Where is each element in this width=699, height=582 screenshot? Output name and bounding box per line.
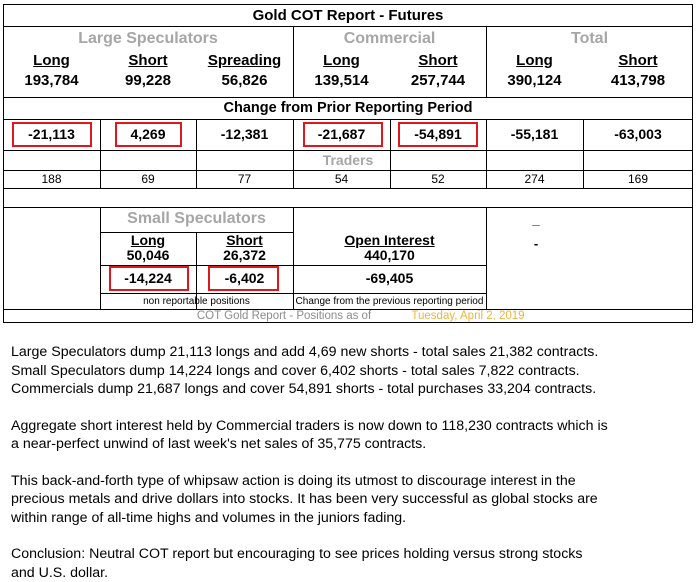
traders-title: Traders: [322, 152, 374, 168]
footer-date: Tuesday, April 2, 2019: [411, 310, 525, 322]
footer-label: COT Gold Report - Positions as of: [196, 310, 372, 322]
text-line: Conclusion: Neutral COT report but encouraging to see prices holding versus strong stocks: [11, 546, 583, 562]
large-spreading-change: -12,381: [220, 126, 269, 142]
small-short-change: -6,402: [224, 270, 265, 286]
traders-large-long: 188: [41, 172, 62, 186]
text-line: a near-perfect unwind of last week's net sales of 35,775 contracts.: [11, 436, 427, 452]
text-line: and U.S. dollar.: [11, 564, 109, 581]
divider: [3, 207, 693, 208]
small-long-value: 50,046: [126, 247, 170, 263]
large-short-change: 4,269: [130, 126, 166, 142]
traders-comm-long: 54: [334, 172, 349, 186]
divider: [3, 97, 693, 98]
divider: [3, 170, 693, 171]
text-line: This back-and-forth type of whipsaw action is doing its utmost to discourage interest in the: [11, 472, 576, 489]
divider: [3, 188, 693, 189]
small-spec-note: non reportable positions: [143, 296, 250, 307]
paragraph-conclusion: [11, 545, 691, 582]
divider: [100, 293, 486, 294]
small-short-header: Short: [226, 232, 263, 248]
comm-short-change: -54,891: [414, 126, 462, 142]
paragraph-short-interest: [11, 417, 691, 454]
col-large-spreading: Spreading: [207, 52, 282, 69]
large-spreading-value: 56,826: [221, 72, 268, 89]
group-large-speculators: Large Speculators: [78, 30, 218, 47]
comm-long-change: -21,687: [317, 126, 366, 142]
summary-paragraph: [11, 343, 691, 399]
paragraph-whipsaw: [11, 472, 691, 528]
cot-report-table: [3, 4, 693, 323]
summary-line: Commercials dump 21,687 longs and cover 54,891 shorts - total purchases 33,204 contracts.: [11, 381, 597, 397]
summary-line: Small Speculators dump 14,224 longs and cover 6,402 shorts - total sales 7,822 contracts.: [11, 362, 580, 379]
open-interest-note: Change from the previous reporting period: [295, 296, 484, 307]
highlight-box: [303, 122, 383, 147]
highlight-box: [109, 266, 189, 291]
comm-short-value: 257,744: [410, 72, 466, 89]
col-comm-short: Short: [418, 52, 458, 69]
small-long-header: Long: [130, 232, 166, 248]
highlight-box: [115, 122, 182, 147]
traders-large-short: 69: [141, 172, 155, 186]
large-long-change: -21,113: [28, 126, 75, 142]
open-interest-header: Open Interest: [344, 232, 435, 248]
divider: [3, 26, 693, 27]
group-commercial: Commercial: [343, 30, 436, 47]
total-long-change: -55,181: [510, 126, 559, 142]
text-line: Aggregate short interest held by Commercial traders is now down to 118,230 contracts which is: [11, 417, 608, 434]
large-long-value: 193,784: [24, 72, 79, 89]
text-line: precious metals and drive dollars into stocks. It has been very successful as global stocks are: [11, 491, 598, 507]
total-short-value: 413,798: [610, 72, 666, 89]
total-short-change: -63,003: [614, 126, 662, 142]
group-small-speculators: Small Speculators: [127, 210, 266, 227]
total-long-value: 390,124: [507, 72, 562, 89]
report-title: Gold COT Report - Futures: [252, 7, 444, 24]
small-short-value: 26,372: [223, 247, 266, 263]
open-interest-value: 440,170: [364, 247, 415, 263]
dash-mark: _: [532, 212, 540, 227]
col-comm-long: Long: [323, 52, 360, 69]
col-total-short: Short: [618, 52, 658, 69]
col-large-long: Long: [33, 52, 70, 69]
traders-large-spreading: 77: [237, 172, 252, 186]
divider: [3, 119, 693, 120]
group-total: Total: [570, 30, 609, 47]
traders-total-short: 169: [627, 172, 649, 186]
comm-long-value: 139,514: [314, 72, 369, 89]
divider: [3, 150, 693, 151]
col-total-long: Long: [516, 52, 553, 69]
small-long-change: -14,224: [124, 270, 172, 286]
commentary: [11, 343, 691, 582]
change-section-title: Change from Prior Reporting Period: [223, 100, 473, 116]
highlight-box: [12, 122, 92, 147]
traders-total-long: 274: [524, 172, 545, 186]
col-large-short: Short: [128, 52, 168, 69]
traders-comm-short: 52: [431, 172, 445, 186]
large-short-value: 99,228: [125, 72, 171, 89]
text-line: within range of all-time highs and volumes in the juniors fading.: [11, 509, 407, 526]
highlight-box: [398, 122, 478, 147]
open-interest-change: -69,405: [365, 270, 414, 286]
summary-line: Large Speculators dump 21,113 longs and add 4,69 new shorts - total sales 21,382 contracts.: [11, 344, 599, 360]
highlight-box: [208, 266, 279, 291]
dash-mark: -: [533, 236, 539, 251]
